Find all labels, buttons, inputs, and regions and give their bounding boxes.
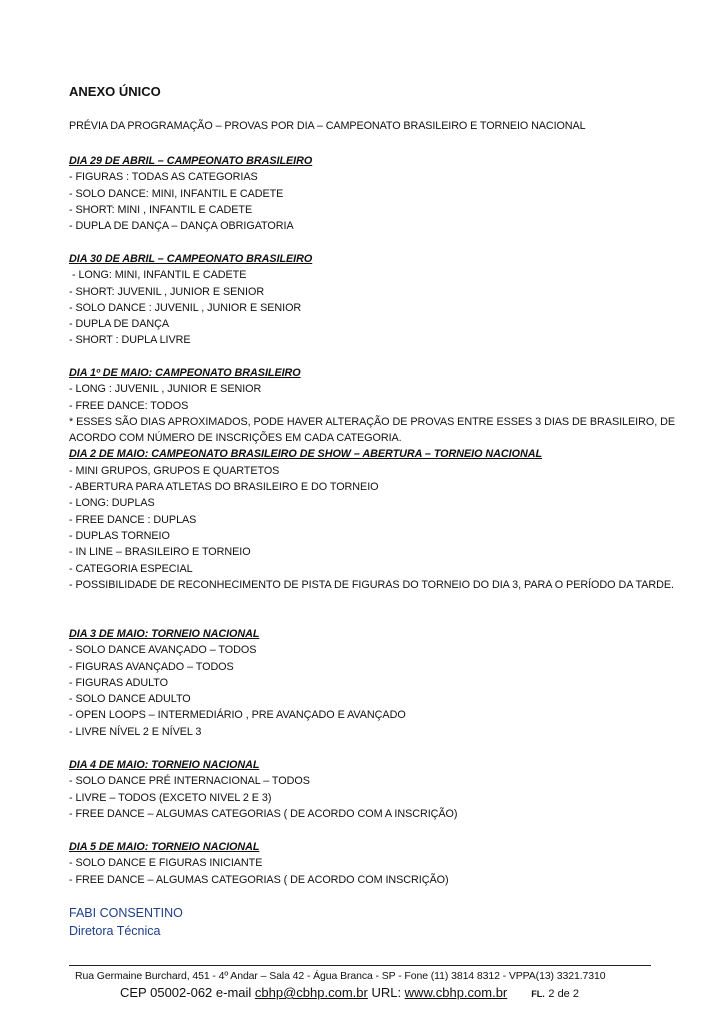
schedule-line: - SOLO DANCE ADULTO (69, 693, 191, 706)
schedule-line: - FREE DANCE: TODOS (69, 399, 189, 412)
schedule-line: - ABERTURA PARA ATLETAS DO BRASILEIRO E DO TORNEIO (69, 481, 379, 494)
schedule-line: - FREE DANCE – ALGUMAS CATEGORIAS ( DE ACORDO COM INSCRIÇÃO) (69, 873, 449, 886)
schedule-section-apr-30 (69, 251, 675, 349)
footer-cep: CEP 05002-062 e-mail (120, 985, 255, 1000)
schedule-section-may-4 (69, 757, 675, 822)
section-heading: DIA 2 DE MAIO: CAMPEONATO BRASILEIRO DE SHOW – ABERTURA – TORNEIO NACIONAL (69, 448, 542, 461)
document-subtitle: PRÉVIA DA PROGRAMAÇÃO – PROVAS POR DIA – CAMPEONATO BRASILEIRO E TORNEIO NACIONAL (69, 120, 586, 132)
schedule-line: - FIGURAS : TODAS AS CATEGORIAS (69, 171, 258, 184)
schedule-line: - LONG: MINI, INFANTIL E CADETE (69, 269, 247, 282)
section-heading: DIA 29 DE ABRIL – CAMPEONATO BRASILEIRO (69, 155, 313, 167)
signature-role: Diretora Técnica (69, 924, 161, 938)
schedule-line: - SHORT: MINI , INFANTIL E CADETE (69, 203, 253, 216)
schedule-section-apr-29 (69, 153, 675, 234)
schedule-line: - SHORT: JUVENIL , JUNIOR E SENIOR (69, 285, 265, 298)
section-heading: DIA 5 DE MAIO: TORNEIO NACIONAL (69, 841, 260, 853)
schedule-line: - DUPLA DE DANÇA – DANÇA OBRIGATORIA (69, 220, 294, 233)
schedule-line: - SHORT : DUPLA LIVRE (69, 334, 191, 347)
schedule-line: - SOLO DANCE PRÉ INTERNACIONAL – TODOS (69, 775, 310, 788)
section-heading: DIA 30 DE ABRIL – CAMPEONATO BRASILEIRO (69, 253, 313, 265)
document-title: ANEXO ÚNICO (69, 84, 161, 99)
schedule-line: - DUPLAS TORNEIO (69, 529, 170, 542)
footer-url-label: URL: (367, 985, 405, 1000)
footer-page-number: 2 de 2 (548, 988, 579, 1000)
footer-contact (120, 985, 579, 1000)
schedule-section-may-1 (69, 365, 675, 593)
signature-name: FABI CONSENTINO (69, 906, 183, 920)
schedule-section-may-3 (69, 626, 675, 740)
schedule-line: - SOLO DANCE E FIGURAS INICIANTE (69, 857, 263, 870)
schedule-line: - LIVRE – TODOS (EXCETO NIVEL 2 E 3) (69, 791, 272, 804)
schedule-line: - FIGURAS ADULTO (69, 676, 168, 689)
schedule-line: - CATEGORIA ESPECIAL (69, 562, 193, 575)
section-heading: DIA 1º DE MAIO: CAMPEONATO BRASILEIRO (69, 367, 301, 379)
footer-email-link[interactable]: cbhp@cbhp.com.br (254, 985, 368, 1000)
schedule-line: - SOLO DANCE AVANÇADO – TODOS (69, 644, 257, 657)
schedule-line: - SOLO DANCE : JUVENIL , JUNIOR E SENIOR (69, 301, 302, 314)
schedule-note: - POSSIBILIDADE DE RECONHECIMENTO DE PISTA DE FIGURAS DO TORNEIO DO DIA 3, PARA O PERÍODO DA TARDE. (69, 578, 674, 591)
schedule-line: - LONG : JUVENIL , JUNIOR E SENIOR (69, 383, 262, 396)
schedule-line: - DUPLA DE DANÇA (69, 318, 169, 331)
schedule-line: - MINI GRUPOS, GRUPOS E QUARTETOS (69, 464, 280, 477)
footer-divider (69, 965, 651, 966)
signature-block (69, 904, 183, 940)
schedule-line: - SOLO DANCE: MINI, INFANTIL E CADETE (69, 187, 284, 200)
schedule-line: - LONG: DUPLAS (69, 497, 155, 510)
schedule-line: - LIVRE NÍVEL 2 E NÍVEL 3 (69, 725, 202, 738)
schedule-note: * ESSES SÃO DIAS APROXIMADOS, PODE HAVER ALTERAÇÃO DE PROVAS ENTRE ESSES 3 DIAS DE BRASILEIRO, DE ACORDO COM NÚMERO DE INSCRIÇÕES EM CADA CATEGORIA. (69, 415, 675, 445)
footer-address: Rua Germaine Burchard, 451 - 4º Andar – Sala 42 - Água Branca - SP - Fone (11) 3814 8312 - VPPA(13) 3321.7310 (75, 970, 606, 982)
schedule-line: - FREE DANCE : DUPLAS (69, 513, 197, 526)
schedule-line: - FREE DANCE – ALGUMAS CATEGORIAS ( DE ACORDO COM A INSCRIÇÃO) (69, 807, 458, 820)
section-heading: DIA 3 DE MAIO: TORNEIO NACIONAL (69, 628, 260, 640)
schedule-line: - FIGURAS AVANÇADO – TODOS (69, 660, 234, 673)
schedule-line: - IN LINE – BRASILEIRO E TORNEIO (69, 546, 251, 559)
footer-url-link[interactable]: www.cbhp.com.br (404, 985, 508, 1000)
footer-page-label: FL. (531, 989, 545, 999)
schedule-section-may-5 (69, 839, 675, 888)
schedule-line: - OPEN LOOPS – INTERMEDIÁRIO , PRE AVANÇADO E AVANÇADO (69, 709, 406, 722)
section-heading: DIA 4 DE MAIO: TORNEIO NACIONAL (69, 759, 260, 771)
